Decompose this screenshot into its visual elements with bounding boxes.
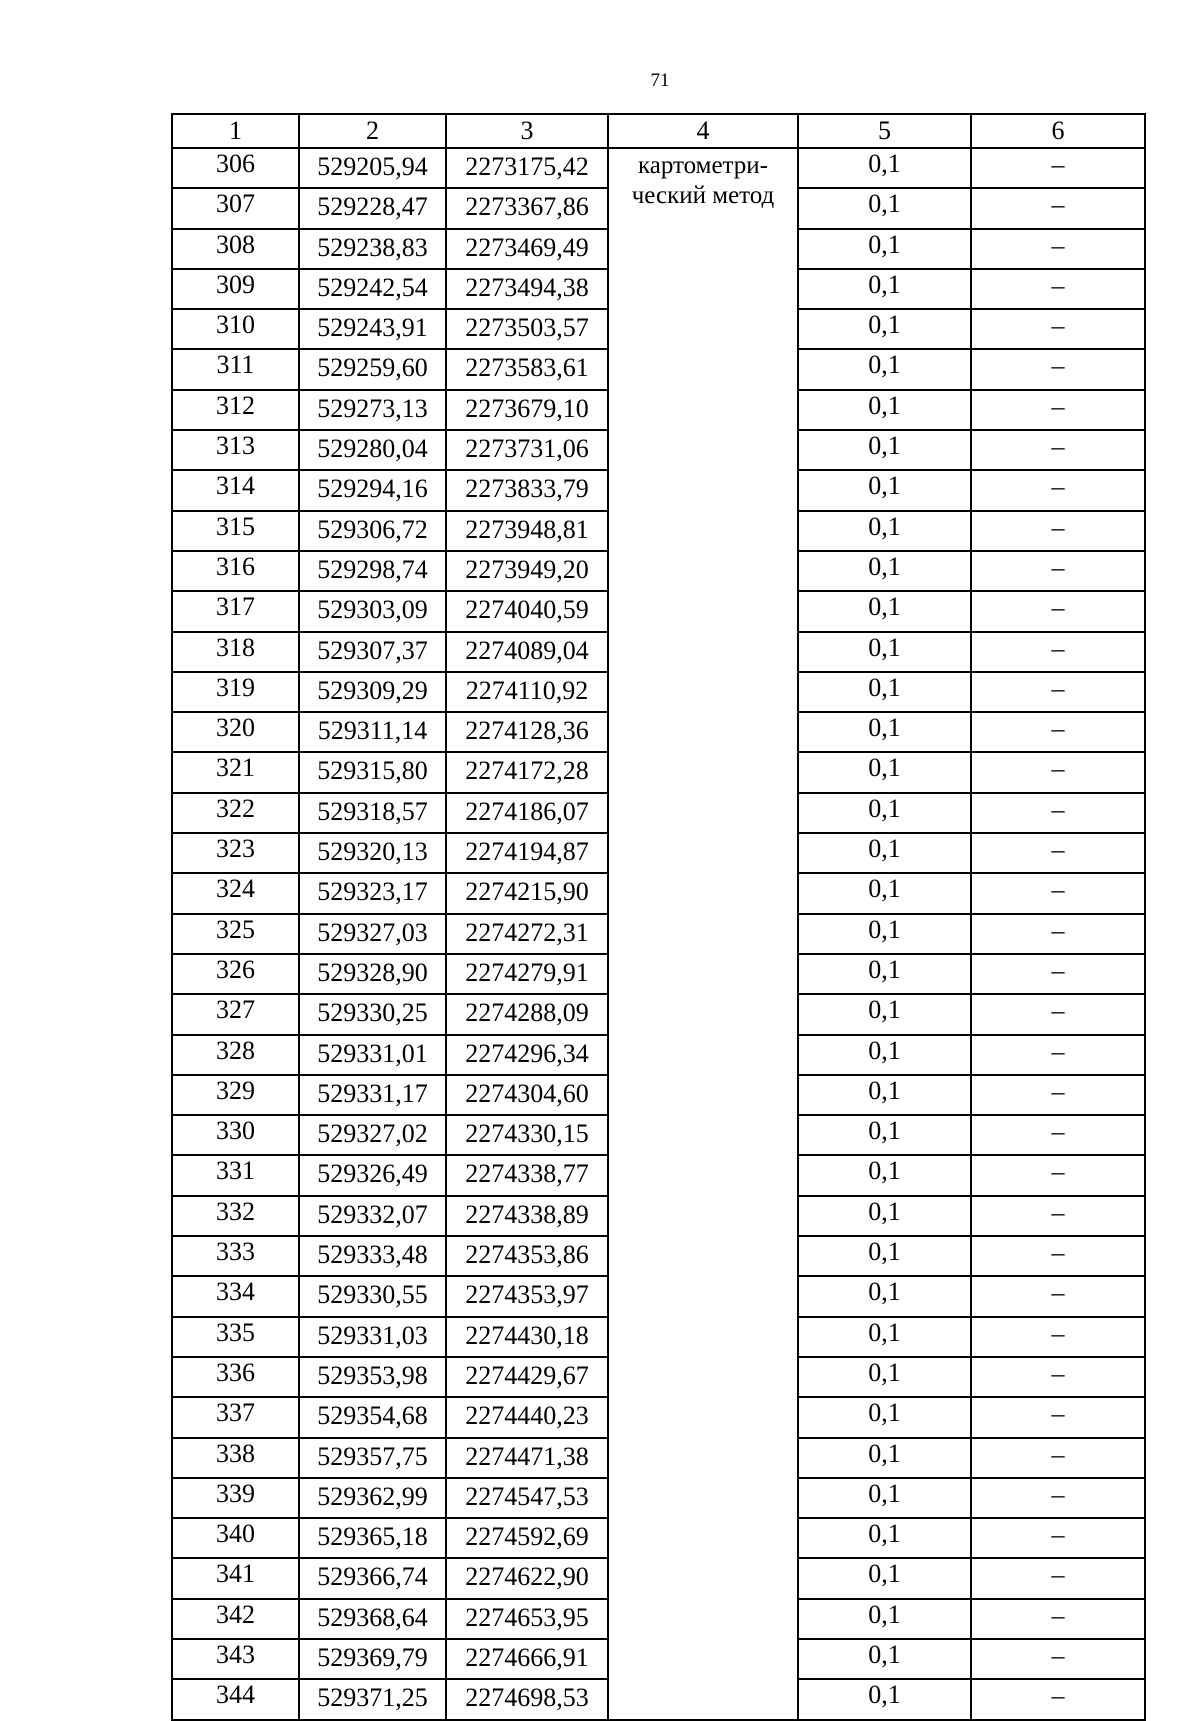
x-coordinate-cell: 529242,54 — [299, 269, 446, 309]
accuracy-cell: 0,1 — [798, 954, 971, 994]
accuracy-cell: 0,1 — [798, 1196, 971, 1236]
point-number-cell: 312 — [172, 390, 299, 430]
x-coordinate-cell: 529331,03 — [299, 1317, 446, 1357]
y-coordinate-cell: 2274288,09 — [446, 994, 608, 1034]
point-number-cell: 313 — [172, 430, 299, 470]
column-header: 6 — [971, 114, 1145, 148]
x-coordinate-cell: 529205,94 — [299, 148, 446, 188]
column-header: 1 — [172, 114, 299, 148]
y-coordinate-cell: 2274128,36 — [446, 712, 608, 752]
x-coordinate-cell: 529315,80 — [299, 752, 446, 792]
note-cell: – — [971, 390, 1145, 430]
point-number-cell: 344 — [172, 1679, 299, 1719]
x-coordinate-cell: 529331,17 — [299, 1075, 446, 1115]
point-number-cell: 337 — [172, 1397, 299, 1437]
note-cell: – — [971, 229, 1145, 269]
y-coordinate-cell: 2274330,15 — [446, 1115, 608, 1155]
x-coordinate-cell: 529327,02 — [299, 1115, 446, 1155]
y-coordinate-cell: 2274194,87 — [446, 833, 608, 873]
y-coordinate-cell: 2274110,92 — [446, 672, 608, 712]
note-cell: – — [971, 1075, 1145, 1115]
point-number-cell: 336 — [172, 1357, 299, 1397]
note-cell: – — [971, 430, 1145, 470]
y-coordinate-cell: 2274430,18 — [446, 1317, 608, 1357]
point-number-cell: 331 — [172, 1155, 299, 1195]
accuracy-cell: 0,1 — [798, 1155, 971, 1195]
y-coordinate-cell: 2274215,90 — [446, 873, 608, 913]
accuracy-cell: 0,1 — [798, 591, 971, 631]
note-cell: – — [971, 1639, 1145, 1679]
point-number-cell: 324 — [172, 873, 299, 913]
accuracy-cell: 0,1 — [798, 1276, 971, 1316]
accuracy-cell: 0,1 — [798, 1639, 971, 1679]
point-number-cell: 319 — [172, 672, 299, 712]
y-coordinate-cell: 2274698,53 — [446, 1679, 608, 1719]
note-cell: – — [971, 1558, 1145, 1598]
note-cell: – — [971, 148, 1145, 188]
accuracy-cell: 0,1 — [798, 712, 971, 752]
note-cell: – — [971, 1317, 1145, 1357]
x-coordinate-cell: 529303,09 — [299, 591, 446, 631]
table-row — [172, 148, 1145, 188]
accuracy-cell: 0,1 — [798, 752, 971, 792]
point-number-cell: 320 — [172, 712, 299, 752]
x-coordinate-cell: 529243,91 — [299, 309, 446, 349]
note-cell: – — [971, 873, 1145, 913]
accuracy-cell: 0,1 — [798, 1236, 971, 1276]
point-number-cell: 317 — [172, 591, 299, 631]
x-coordinate-cell: 529328,90 — [299, 954, 446, 994]
note-cell: – — [971, 1438, 1145, 1478]
y-coordinate-cell: 2274353,97 — [446, 1276, 608, 1316]
point-number-cell: 333 — [172, 1236, 299, 1276]
point-number-cell: 338 — [172, 1438, 299, 1478]
point-number-cell: 326 — [172, 954, 299, 994]
accuracy-cell: 0,1 — [798, 188, 971, 228]
note-cell: – — [971, 994, 1145, 1034]
point-number-cell: 328 — [172, 1035, 299, 1075]
point-number-cell: 323 — [172, 833, 299, 873]
x-coordinate-cell: 529330,25 — [299, 994, 446, 1034]
x-coordinate-cell: 529362,99 — [299, 1478, 446, 1518]
accuracy-cell: 0,1 — [798, 1317, 971, 1357]
x-coordinate-cell: 529318,57 — [299, 793, 446, 833]
note-cell: – — [971, 349, 1145, 389]
accuracy-cell: 0,1 — [798, 1075, 971, 1115]
point-number-cell: 325 — [172, 914, 299, 954]
y-coordinate-cell: 2274547,53 — [446, 1478, 608, 1518]
x-coordinate-cell: 529228,47 — [299, 188, 446, 228]
y-coordinate-cell: 2274429,67 — [446, 1357, 608, 1397]
y-coordinate-cell: 2274186,07 — [446, 793, 608, 833]
point-number-cell: 334 — [172, 1276, 299, 1316]
y-coordinate-cell: 2274172,28 — [446, 752, 608, 792]
note-cell: – — [971, 672, 1145, 712]
point-number-cell: 307 — [172, 188, 299, 228]
accuracy-cell: 0,1 — [798, 672, 971, 712]
accuracy-cell: 0,1 — [798, 390, 971, 430]
point-number-cell: 330 — [172, 1115, 299, 1155]
y-coordinate-cell: 2274304,60 — [446, 1075, 608, 1115]
column-header: 5 — [798, 114, 971, 148]
x-coordinate-cell: 529369,79 — [299, 1639, 446, 1679]
note-cell: – — [971, 793, 1145, 833]
note-cell: – — [971, 1357, 1145, 1397]
x-coordinate-cell: 529298,74 — [299, 551, 446, 591]
note-cell: – — [971, 511, 1145, 551]
page-number: 71 — [650, 70, 670, 91]
x-coordinate-cell: 529238,83 — [299, 229, 446, 269]
note-cell: – — [971, 1679, 1145, 1719]
x-coordinate-cell: 529326,49 — [299, 1155, 446, 1195]
point-number-cell: 316 — [172, 551, 299, 591]
note-cell: – — [971, 470, 1145, 510]
y-coordinate-cell: 2274296,34 — [446, 1035, 608, 1075]
point-number-cell: 311 — [172, 349, 299, 389]
accuracy-cell: 0,1 — [798, 430, 971, 470]
note-cell: – — [971, 269, 1145, 309]
point-number-cell: 343 — [172, 1639, 299, 1679]
note-cell: – — [971, 1478, 1145, 1518]
point-number-cell: 340 — [172, 1518, 299, 1558]
x-coordinate-cell: 529366,74 — [299, 1558, 446, 1598]
point-number-cell: 318 — [172, 632, 299, 672]
note-cell: – — [971, 1035, 1145, 1075]
note-cell: – — [971, 712, 1145, 752]
point-number-cell: 329 — [172, 1075, 299, 1115]
y-coordinate-cell: 2273949,20 — [446, 551, 608, 591]
x-coordinate-cell: 529327,03 — [299, 914, 446, 954]
accuracy-cell: 0,1 — [798, 1599, 971, 1639]
point-number-cell: 335 — [172, 1317, 299, 1357]
accuracy-cell: 0,1 — [798, 470, 971, 510]
accuracy-cell: 0,1 — [798, 1035, 971, 1075]
accuracy-cell: 0,1 — [798, 269, 971, 309]
y-coordinate-cell: 2273469,49 — [446, 229, 608, 269]
column-header: 4 — [608, 114, 798, 148]
note-cell: – — [971, 551, 1145, 591]
y-coordinate-cell: 2273503,57 — [446, 309, 608, 349]
note-cell: – — [971, 1115, 1145, 1155]
point-number-cell: 327 — [172, 994, 299, 1034]
note-cell: – — [971, 1236, 1145, 1276]
point-number-cell: 314 — [172, 470, 299, 510]
coordinates-table-body — [172, 114, 1145, 1720]
x-coordinate-cell: 529332,07 — [299, 1196, 446, 1236]
y-coordinate-cell: 2274040,59 — [446, 591, 608, 631]
y-coordinate-cell: 2274622,90 — [446, 1558, 608, 1598]
x-coordinate-cell: 529307,37 — [299, 632, 446, 672]
x-coordinate-cell: 529320,13 — [299, 833, 446, 873]
note-cell: – — [971, 632, 1145, 672]
x-coordinate-cell: 529309,29 — [299, 672, 446, 712]
accuracy-cell: 0,1 — [798, 994, 971, 1034]
accuracy-cell: 0,1 — [798, 229, 971, 269]
method-text-line: картометри- — [637, 152, 768, 179]
x-coordinate-cell: 529330,55 — [299, 1276, 446, 1316]
column-header: 2 — [299, 114, 446, 148]
accuracy-cell: 0,1 — [798, 914, 971, 954]
x-coordinate-cell: 529333,48 — [299, 1236, 446, 1276]
y-coordinate-cell: 2274592,69 — [446, 1518, 608, 1558]
point-number-cell: 321 — [172, 752, 299, 792]
x-coordinate-cell: 529323,17 — [299, 873, 446, 913]
accuracy-cell: 0,1 — [798, 511, 971, 551]
note-cell: – — [971, 1518, 1145, 1558]
y-coordinate-cell: 2274471,38 — [446, 1438, 608, 1478]
x-coordinate-cell: 529368,64 — [299, 1599, 446, 1639]
accuracy-cell: 0,1 — [798, 1478, 971, 1518]
note-cell: – — [971, 954, 1145, 994]
y-coordinate-cell: 2274666,91 — [446, 1639, 608, 1679]
note-cell: – — [971, 752, 1145, 792]
accuracy-cell: 0,1 — [798, 1397, 971, 1437]
x-coordinate-cell: 529331,01 — [299, 1035, 446, 1075]
column-header: 3 — [446, 114, 608, 148]
accuracy-cell: 0,1 — [798, 873, 971, 913]
y-coordinate-cell: 2273583,61 — [446, 349, 608, 389]
table-header-row — [172, 114, 1145, 148]
y-coordinate-cell: 2274338,77 — [446, 1155, 608, 1195]
y-coordinate-cell: 2273494,38 — [446, 269, 608, 309]
x-coordinate-cell: 529354,68 — [299, 1397, 446, 1437]
y-coordinate-cell: 2273175,42 — [446, 148, 608, 188]
x-coordinate-cell: 529353,98 — [299, 1357, 446, 1397]
point-number-cell: 310 — [172, 309, 299, 349]
note-cell: – — [971, 591, 1145, 631]
y-coordinate-cell: 2274089,04 — [446, 632, 608, 672]
coordinates-table — [171, 113, 1146, 1721]
note-cell: – — [971, 1599, 1145, 1639]
accuracy-cell: 0,1 — [798, 1115, 971, 1155]
x-coordinate-cell: 529259,60 — [299, 349, 446, 389]
point-number-cell: 315 — [172, 511, 299, 551]
x-coordinate-cell: 529311,14 — [299, 712, 446, 752]
y-coordinate-cell: 2273367,86 — [446, 188, 608, 228]
x-coordinate-cell: 529365,18 — [299, 1518, 446, 1558]
accuracy-cell: 0,1 — [798, 551, 971, 591]
y-coordinate-cell: 2274272,31 — [446, 914, 608, 954]
note-cell: – — [971, 833, 1145, 873]
y-coordinate-cell: 2274279,91 — [446, 954, 608, 994]
y-coordinate-cell: 2274338,89 — [446, 1196, 608, 1236]
x-coordinate-cell: 529280,04 — [299, 430, 446, 470]
accuracy-cell: 0,1 — [798, 1558, 971, 1598]
y-coordinate-cell: 2273833,79 — [446, 470, 608, 510]
note-cell: – — [971, 1276, 1145, 1316]
accuracy-cell: 0,1 — [798, 793, 971, 833]
note-cell: – — [971, 1155, 1145, 1195]
point-number-cell: 322 — [172, 793, 299, 833]
point-number-cell: 339 — [172, 1478, 299, 1518]
accuracy-cell: 0,1 — [798, 1679, 971, 1719]
y-coordinate-cell: 2273948,81 — [446, 511, 608, 551]
note-cell: – — [971, 309, 1145, 349]
point-number-cell: 332 — [172, 1196, 299, 1236]
note-cell: – — [971, 914, 1145, 954]
accuracy-cell: 0,1 — [798, 148, 971, 188]
x-coordinate-cell: 529294,16 — [299, 470, 446, 510]
x-coordinate-cell: 529357,75 — [299, 1438, 446, 1478]
accuracy-cell: 0,1 — [798, 833, 971, 873]
point-number-cell: 308 — [172, 229, 299, 269]
y-coordinate-cell: 2273679,10 — [446, 390, 608, 430]
accuracy-cell: 0,1 — [798, 1357, 971, 1397]
x-coordinate-cell: 529306,72 — [299, 511, 446, 551]
accuracy-cell: 0,1 — [798, 1518, 971, 1558]
point-number-cell: 309 — [172, 269, 299, 309]
accuracy-cell: 0,1 — [798, 309, 971, 349]
accuracy-cell: 0,1 — [798, 349, 971, 389]
note-cell: – — [971, 1397, 1145, 1437]
method-cell — [608, 148, 798, 1720]
y-coordinate-cell: 2273731,06 — [446, 430, 608, 470]
note-cell: – — [971, 1196, 1145, 1236]
note-cell: – — [971, 188, 1145, 228]
y-coordinate-cell: 2274653,95 — [446, 1599, 608, 1639]
point-number-cell: 341 — [172, 1558, 299, 1598]
point-number-cell: 306 — [172, 148, 299, 188]
accuracy-cell: 0,1 — [798, 632, 971, 672]
accuracy-cell: 0,1 — [798, 1438, 971, 1478]
x-coordinate-cell: 529371,25 — [299, 1679, 446, 1719]
y-coordinate-cell: 2274353,86 — [446, 1236, 608, 1276]
method-text-line: ческий метод — [631, 182, 775, 209]
y-coordinate-cell: 2274440,23 — [446, 1397, 608, 1437]
point-number-cell: 342 — [172, 1599, 299, 1639]
x-coordinate-cell: 529273,13 — [299, 390, 446, 430]
